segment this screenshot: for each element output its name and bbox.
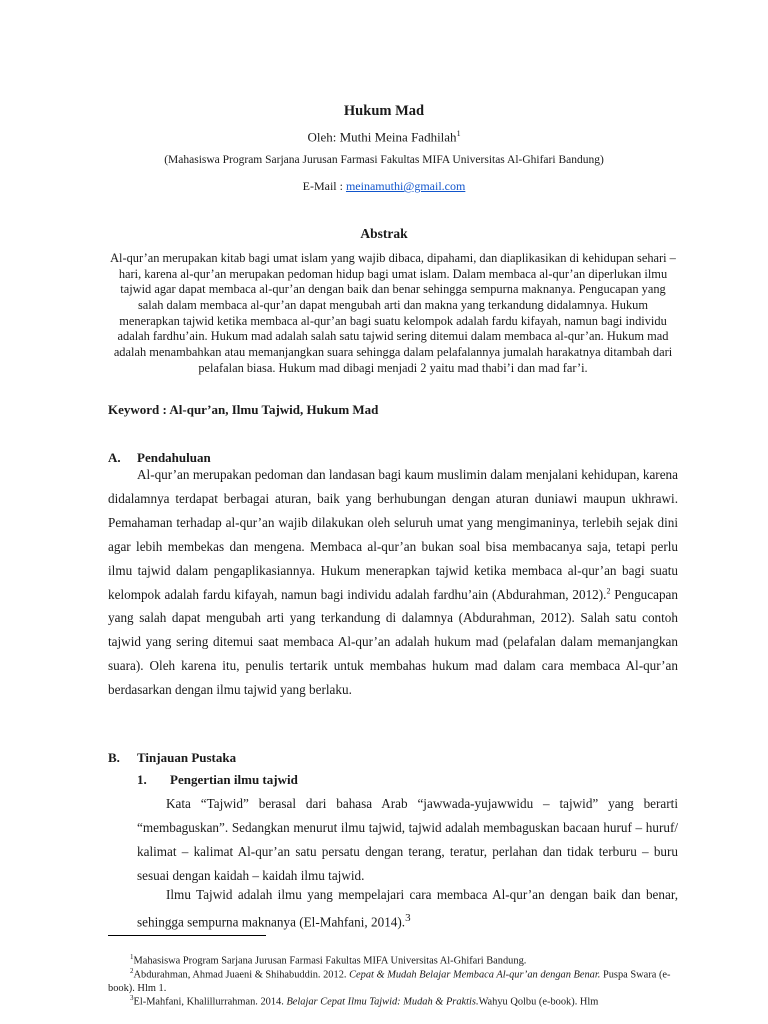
subsection-1-paragraph-2-text: Ilmu Tajwid adalah ilmu yang mempelajari cara membaca Al-qur’an dengan baik dan benar, sehingga sempurna maknanya (El-Mahfani, 2014). bbox=[137, 887, 678, 930]
subsection-1-heading bbox=[137, 772, 298, 788]
section-a-number: A. bbox=[108, 450, 121, 465]
section-b-heading bbox=[108, 750, 236, 766]
footnote-1-text: Mahasiswa Program Sarjana Jurusan Farmasi Fakultas MIFA Universitas Al-Ghifari Bandung. bbox=[133, 955, 527, 967]
section-a-text-1: Al-qur’an merupakan pedoman dan landasan bagi kaum muslimin dalam menjalani kehidupan, karena didalamnya terdapat berbagai aturan, baik yang berhubungan dengan aturan duniawi maupun ukhrawi. Pemahaman terhadap al-qur’an wajib dilakukan oleh seluruh umat yang mengimaninya, terlebih sejak dini agar lebih membekas dan mengena. Membaca al-qur’an bukan soal bisa membacanya saja, tetapi perlu ilmu tajwid dalam pengaplikasiannya. Hukum menerapkan tajwid ketika membaca al-qur’an bagi suatu kelompok adalah fardu kifayah, namun bagi individu adalah fardhu’ain (Abdurahman, 2012). bbox=[108, 467, 678, 602]
section-a-title: Pendahuluan bbox=[137, 450, 211, 465]
section-b-title: Tinjauan Pustaka bbox=[137, 750, 237, 765]
subsection-1-title: Pengertian ilmu tajwid bbox=[170, 772, 298, 787]
footnote-separator bbox=[108, 935, 266, 936]
email-line bbox=[0, 179, 768, 194]
affiliation: (Mahasiswa Program Sarjana Jurusan Farmasi Fakultas MIFA Universitas Al-Ghifari Bandung) bbox=[164, 154, 604, 166]
footnote-2-italic-title: Cepat & Mudah Belajar Membaca Al-qur’an dengan Benar. bbox=[349, 969, 601, 981]
footnote-2 bbox=[108, 965, 678, 995]
footnote-3-text-end: Wahyu Qolbu (e-book). Hlm bbox=[478, 996, 599, 1008]
footnote-2-number: 2 bbox=[130, 967, 134, 975]
footnote-3-number: 3 bbox=[130, 994, 134, 1002]
footnote-3-italic-title: Belajar Cepat Ilmu Tajwid: Mudah & Praktis. bbox=[286, 996, 479, 1008]
section-a-paragraph bbox=[108, 463, 678, 702]
author-line bbox=[0, 129, 768, 145]
email-label: E-Mail : bbox=[302, 179, 346, 193]
abstract-heading: Abstrak bbox=[360, 226, 408, 241]
footnote-1-number: 1 bbox=[130, 953, 134, 961]
abstract-text: Al-qur’an merupakan kitab bagi umat islam yang wajib dibaca, dipahami, dan diaplikasikan di kehidupan sehari – hari, karena al-qur’an merupakan pedoman hidup bagi umat islam. Dalam membaca al-qur’an diperlukan ilmu tajwid agar dapat membaca al-qur’an dengan baik dan benar sehingga sempurna maknanya. Pengucapan yang salah dalam membaca al-qur’an dapat mengubah arti dan makna yang terkandung didalamnya. Hukum menerapkan tajwid ketika membaca al-qur’an bagi suatu kelompok adalah fardu kifayah, namun bagi individu adalah fardhu’ain. Hukum mad adalah salah satu tajwid sering ditemui dalam membaca al-qur’an. Hukum mad adalah menambahkan atau memanjangkan suara sehingga dalam pelafalannya jumalah harakatnya ditambah dari pelafalan biasa. Hukum mad dibagi menjadi 2 yaitu mad thabi’i dan mad far’i. bbox=[110, 251, 676, 375]
footnote-2-text-end: Puspa Swara (e-book). Hlm 1. bbox=[108, 969, 671, 994]
subsection-1-paragraph-1: Kata “Tajwid” berasal dari bahasa Arab “jawwada-yujawwidu – tajwid” yang berarti “membaguskan”. Sedangkan menurut ilmu tajwid, tajwid adalah membaguskan bacaan huruf – huruf/ kalimat – kalimat Al-qur’an satu persatu dengan terang, teratur, perlahan dan tidak terburu – buru sesuai dengan kaidah – kaidah ilmu tajwid. bbox=[137, 796, 678, 883]
footnote-ref-3: 3 bbox=[405, 911, 411, 924]
subsection-1-number: 1. bbox=[137, 772, 147, 787]
footnote-3-text: El-Mahfani, Khalillurrahman. 2014. bbox=[133, 996, 287, 1008]
footnote-ref-2: 2 bbox=[606, 586, 611, 596]
paper-title: Hukum Mad bbox=[343, 103, 425, 119]
subsection-1-paragraph-2 bbox=[137, 883, 678, 934]
section-b-number: B. bbox=[108, 750, 120, 765]
footnote-2-text: Abdurahman, Ahmad Juaeni & Shihabuddin. 2012. bbox=[133, 969, 350, 981]
section-a-text-2: Pengucapan yang salah dapat mengubah arti yang terkandung di dalamnya (Abdurahman, 2012). Salah satu contoh tajwid yang sering ditemui saat membaca Al-qur’an adalah hukum mad (pelafalan dalam memanjangkan suara). Oleh karena itu, penulis tertarik untuk membahas hukum mad dalam cara membaca Al-qur’an berdasarkan dengan ilmu tajwid yang berlaku. bbox=[108, 586, 679, 698]
author-name: Oleh: Muthi Meina Fadhilah bbox=[307, 129, 457, 145]
email-link[interactable]: meinamuthi@gmail.com bbox=[345, 179, 466, 193]
footnote-3 bbox=[108, 992, 678, 1009]
keywords: Keyword : Al-qur’an, Ilmu Tajwid, Hukum Mad bbox=[108, 402, 379, 417]
author-footnote-ref: 1 bbox=[456, 129, 461, 138]
